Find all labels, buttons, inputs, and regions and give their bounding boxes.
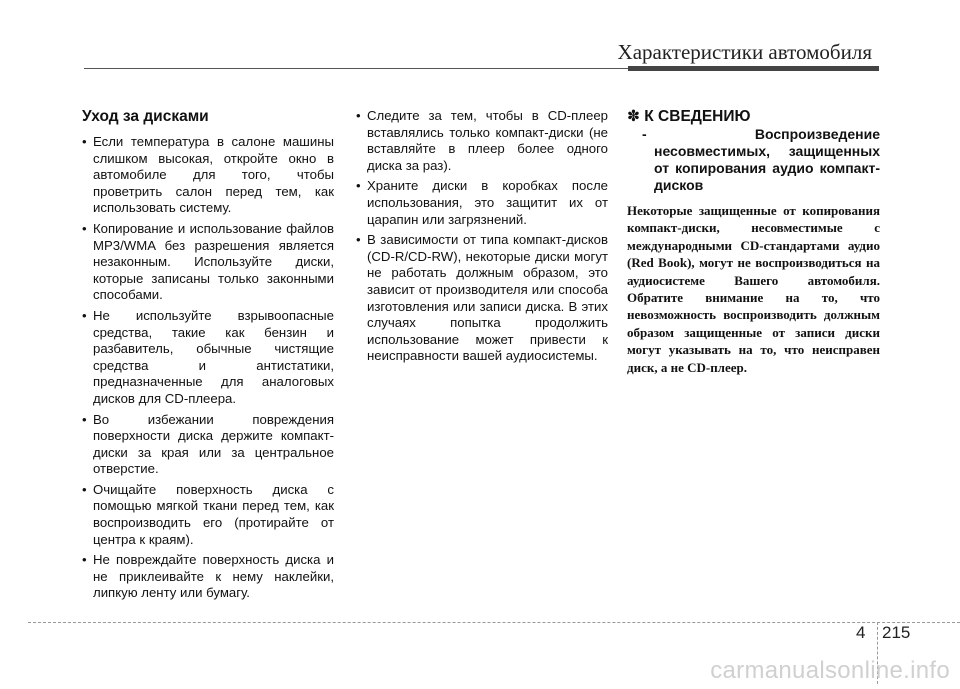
notice-body: Некоторые защищенные от копирования компакт-диски, несовместимые с международными CD-стандартами аудио (Red Book), могут не воспроизводиться на аудиосистеме Вашего автомобиля. Обратите внимание на то, что невозможность воспроизводить должным образом защищенные от записи диски могут указывать на то, что неисправен диск, а не CD-плеер. [627, 203, 880, 375]
footer-divider [28, 622, 960, 623]
list-item [356, 232, 608, 365]
column-right [627, 108, 880, 376]
header-title: Характеристики автомобиля [617, 40, 872, 64]
header-rule-accent [628, 66, 879, 71]
list-item-text: Не повреждайте поверхность диска и не приклеивайте к нему наклейки, липкую ленту или бумагу. [93, 552, 334, 601]
list-item [82, 482, 334, 548]
notice-heading: ✽ К СВЕДЕНИЮ [627, 108, 751, 125]
column-middle [356, 108, 608, 369]
list-item-text: Не используйте взрывоопасные средства, такие как бензин и разбавитель, обычные чистящие средства и антистатики, предназначенные для аналоговых дисков для CD-плеера. [93, 307, 334, 406]
list-item [82, 308, 334, 408]
bullet-list-left [82, 134, 334, 602]
bullet-glyph: • [82, 481, 87, 497]
notice-subheading: - Воспроизведение несовместимых, защищенных от копирования аудио компакт-дисков [642, 126, 880, 193]
list-item-text: Если температура в салоне машины слишком высокая, откройте окно в автомобиле для того, чтобы проветрить салон перед тем, как использовать систему. [93, 134, 334, 216]
bullet-glyph: • [82, 220, 87, 236]
list-item-text: Следите за тем, чтобы в CD-плеер вставлялись только компакт-диски (не вставляйте в плеер более одного диска за раз). [367, 108, 608, 173]
list-item-text: В зависимости от типа компакт-дисков (CD-R/CD-RW), некоторые диски могут не работать должным образом, это зависит от производителя или способа изготовления или записи диска. В этих случаях попытка продолжить использование может привести к неисправности вашей аудиосистемы. [367, 232, 608, 364]
list-item [82, 134, 334, 217]
watermark: carmanualsonline.info [710, 657, 950, 684]
list-item [82, 552, 334, 602]
column-left [82, 108, 334, 606]
list-item [356, 178, 608, 228]
list-item [82, 221, 334, 304]
bullet-glyph: • [82, 134, 87, 149]
bullet-glyph: • [82, 411, 87, 427]
list-item-text: Очищайте поверхность диска с помощью мягкой ткани перед тем, как воспроизводить его (протирайте от центра к краям). [93, 481, 334, 547]
bullet-glyph: • [356, 108, 361, 123]
section-heading: Уход за дисками [82, 108, 209, 125]
list-item [356, 108, 608, 174]
list-item-text: Храните диски в коробках после использования, это защитит их от царапин или загрязнений. [367, 178, 608, 227]
list-item-text: Во избежании повреждения поверхности диска держите компакт-диски за края или за центральное отверстие. [93, 411, 334, 477]
page-number: 215 [882, 623, 911, 642]
list-item [82, 412, 334, 478]
bullet-glyph: • [82, 552, 87, 568]
bullet-glyph: • [356, 178, 361, 194]
list-item-text: Копирование и использование файлов MP3/WMA без разрешения является незаконным. Используйте диски, которые записаны только законными способами. [93, 220, 334, 303]
bullet-glyph: • [356, 232, 361, 248]
bullet-glyph: • [82, 307, 87, 323]
chapter-number: 4 [856, 623, 866, 642]
bullet-list-middle [356, 108, 608, 365]
